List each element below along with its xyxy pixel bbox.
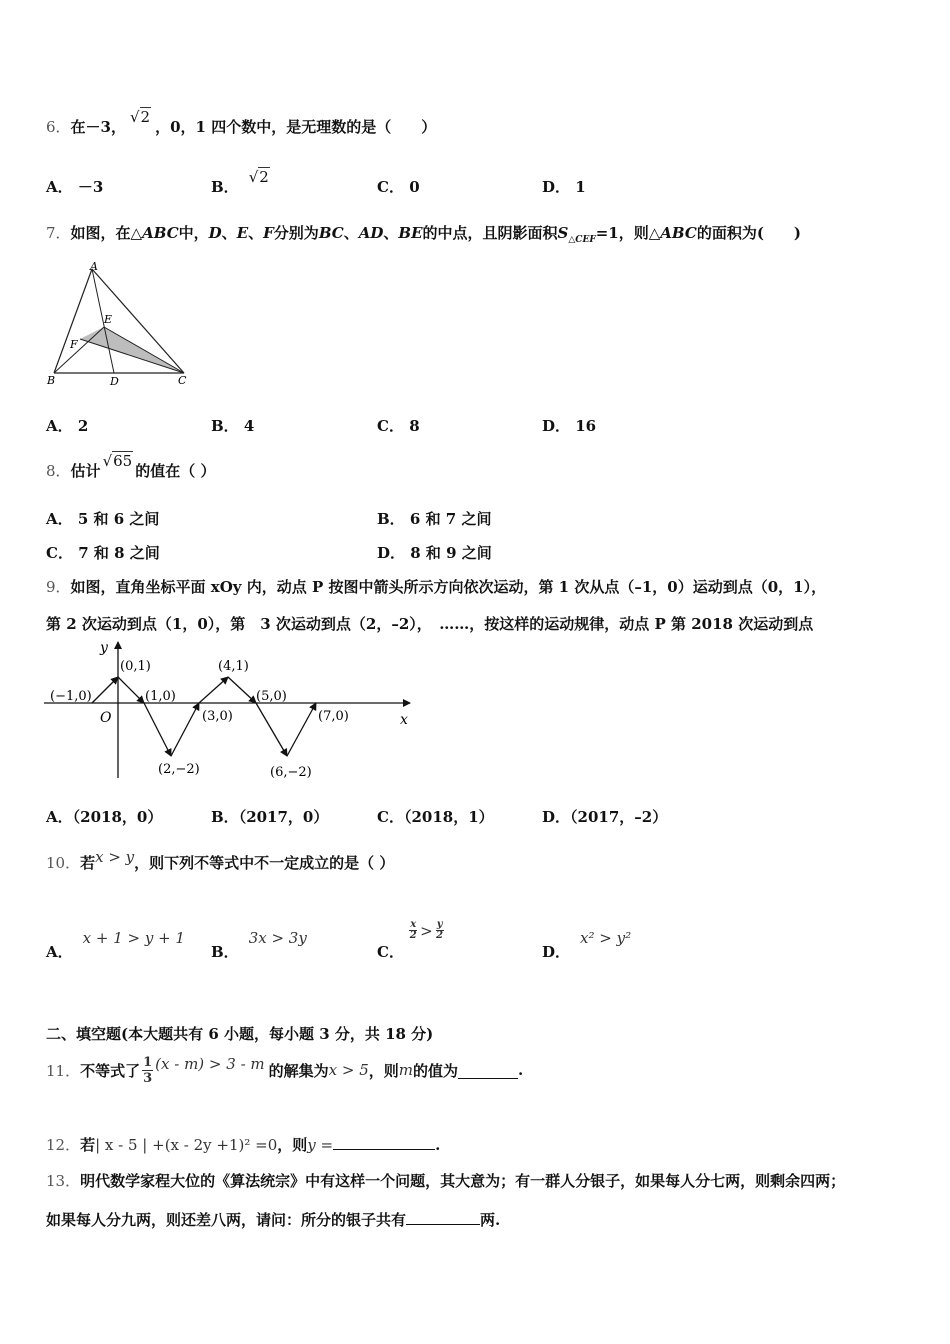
label-f: F (70, 338, 78, 351)
q8-option-b: B． 6 和 7 之间 (377, 510, 492, 528)
q6-sqrt: √2 (129, 108, 151, 126)
side-ab (54, 269, 92, 373)
x-axis-label: x (400, 712, 408, 728)
q8-sqrt: √65 (102, 452, 133, 470)
move-3-arrow (144, 703, 171, 756)
q13-line2: 如果每人分九两，则还差八两，请问：所分的银子共有 两. (46, 1208, 500, 1230)
point-label-7: (5,0) (256, 689, 287, 704)
move-4-arrow (171, 703, 199, 756)
shaded-triangle-cef (80, 327, 184, 373)
point-label-5: (3,0) (202, 709, 233, 724)
q9-line2: 第 2 次运动到点（1，0），第 3 次运动到点（2，–2）， ……，按这样的运动规律，动点 P 第 2018 次运动到点 (46, 615, 814, 633)
q10-stem: 10．若x > y，则下列不等式中不一定成立的是（ ） (46, 848, 395, 872)
move-5-arrow (199, 677, 228, 703)
q13-answer-blank (406, 1208, 480, 1225)
label-c: C (178, 374, 187, 387)
point-label-1: (−1,0) (50, 689, 92, 704)
move-8-arrow (287, 703, 316, 756)
point-label-2: (0,1) (120, 659, 151, 674)
q6-number: 6． (46, 118, 71, 136)
label-b: B (47, 374, 56, 387)
q8-option-c: C． 7 和 8 之间 (46, 544, 160, 562)
q6-stem (46, 108, 437, 137)
q7-option-b: B． 4 (211, 417, 255, 435)
point-label-3: (1,0) (145, 689, 176, 704)
q9-option-b: B．（2017，0） (211, 808, 329, 826)
q12-stem: 12．若| x - 5 | +(x - 2y +1)² =0，则y = . (46, 1133, 440, 1155)
point-label-9: (7,0) (318, 709, 349, 724)
q7-triangle-figure (44, 258, 194, 390)
q6-option-b: B．√2 (211, 168, 269, 196)
q13-line1: 13．明代数学家程大位的《算法统宗》中有这样一个问题，其大意为；有一群人分银子，如果每人分七两，则剩余四两； (46, 1172, 846, 1190)
q6-text-b: ，0，1 四个数中，是无理数的是（ ） (155, 118, 437, 136)
q11-expression: (x - m) > 3 - m (155, 1055, 265, 1073)
q9-option-d: D．（2017，–2） (542, 808, 668, 826)
move-2-arrow (118, 677, 144, 703)
q6-option-d: D． 1 (542, 178, 586, 196)
q11-solution: x > 5 (328, 1061, 369, 1079)
q9-option-c: C．（2018，1） (377, 808, 494, 826)
y-axis-label: y (100, 640, 108, 656)
point-label-4: (2,−2) (158, 762, 200, 777)
q8-stem: 8．估计√65的值在（ ） (46, 452, 216, 480)
q12-answer-blank (333, 1133, 435, 1150)
q11-stem: 11． 不等式了 $\frac{1}{3}$ (x - m) > 3 - m 的解集为 x > 5 ，则 m 的值为 . (46, 1054, 524, 1086)
q10-option-c: C． $\frac{x}{2}$ > $\frac{y}{2}$ (377, 919, 444, 961)
q7-option-a: A． 2 (46, 417, 89, 435)
q9-line1: 9．如图，直角坐标平面 xOy 内，动点 P 按图中箭头所示方向依次运动，第 1 次从点（–1，0）运动到点（0，1）， (46, 578, 827, 596)
q6-option-c: C． 0 (377, 178, 420, 196)
move-1-arrow (92, 677, 118, 703)
q11-answer-blank (458, 1062, 518, 1079)
q7-stem: 7．如图，在△ABC中，D、E、F分别为BC、AD、BE的中点，且阴影面积$S_{\triangle CEF}=1$，则△ABC的面积为( ) (46, 224, 802, 245)
label-d: D (110, 375, 119, 388)
q7-option-d: D． 16 (542, 417, 597, 435)
point-label-8: (6,−2) (270, 765, 312, 780)
q7-option-c: C． 8 (377, 417, 420, 435)
move-7-arrow (256, 703, 287, 756)
q10-option-c-fraction: $\frac{x}{2}$ > $\frac{y}{2}$ (409, 919, 444, 941)
q12-expression: | x - 5 | +(x - 2y +1)² =0 (95, 1136, 278, 1154)
label-a: A (90, 260, 98, 273)
q6-option-b-sqrt: √2 (248, 168, 269, 186)
origin-label: O (100, 710, 112, 726)
move-6-arrow (228, 677, 256, 703)
q10-condition: x > y (95, 848, 135, 866)
section-2-title: 二、填空题(本大题共有 6 小题，每小题 3 分，共 18 分) (46, 1025, 434, 1043)
q8-option-d: D． 8 和 9 之间 (377, 544, 492, 562)
label-e: E (104, 313, 113, 326)
q10-option-a: A．x + 1 > y + 1 (46, 929, 185, 961)
q9-coordinate-figure (44, 636, 424, 784)
q6-option-a: A． －3 (46, 178, 104, 196)
segment-be (54, 327, 104, 373)
q10-option-b: B．3x > 3y (211, 929, 307, 961)
point-label-6: (4,1) (218, 659, 249, 674)
q8-option-a: A． 5 和 6 之间 (46, 510, 160, 528)
q10-option-d: D．x² > y² (542, 929, 632, 961)
q9-option-a: A．（2018，0） (46, 808, 163, 826)
q11-fraction: $\frac{1}{3}$ (143, 1054, 153, 1086)
q6-text-a: 在－3， (70, 118, 126, 136)
